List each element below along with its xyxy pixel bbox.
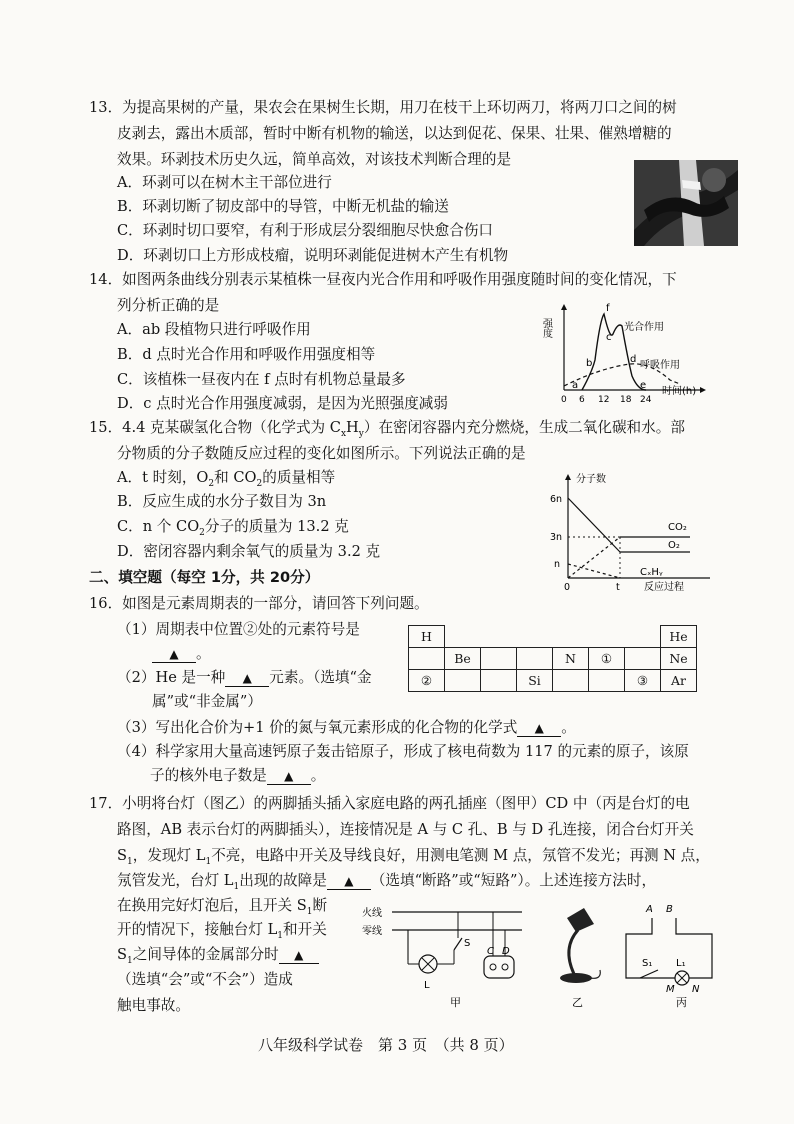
- q17-line3: [117, 846, 710, 872]
- q13-option-c: C．环剥时切口要窄，有利于形成层分裂细胞尽快愈合伤口: [117, 222, 494, 239]
- co2-line: [568, 537, 620, 578]
- q17-line7: [117, 945, 319, 971]
- socket-d-label: D: [502, 946, 510, 957]
- table-cell: ②: [409, 670, 445, 692]
- q16-part1-blank: [152, 644, 211, 664]
- plug-a-label: A: [646, 904, 653, 915]
- table-row: [409, 670, 697, 692]
- q15-line2: 分物质的分子数随反应过程的变化如图所示。下列说法正确的是: [117, 445, 526, 462]
- x-axis-label: 时间(h): [662, 386, 697, 397]
- q15-optc-a: C．n 个 CO: [117, 518, 200, 535]
- q15-option-a: [117, 468, 335, 494]
- tick-6: 6: [579, 395, 585, 405]
- tick-24: 24: [640, 395, 652, 405]
- q17-line3-a: S: [117, 847, 127, 864]
- q16-part3-a: （3）写出化合价为+1 价的氮与氧元素形成的化合物的化学式: [117, 719, 518, 736]
- cxhy-line: [568, 564, 620, 578]
- t-label: t: [616, 582, 620, 593]
- q17-line5-s: 1: [306, 906, 313, 917]
- table-cell: Si: [517, 670, 553, 692]
- periodic-table: [408, 625, 697, 692]
- tick-n: n: [554, 559, 561, 570]
- circuit-figures: [362, 898, 762, 1018]
- answer-blank-icon[interactable]: ▲: [169, 647, 179, 661]
- q16-part3-b: 。: [561, 719, 576, 736]
- q15-opta-s1: 2: [208, 478, 215, 489]
- table-cell: [625, 648, 661, 670]
- q14-option-d: D．c 点时光合作用强度减弱，是因为光照强度减弱: [117, 395, 448, 412]
- q15-opta-c: 的质量相等: [262, 469, 336, 486]
- q15-sub-x: x: [340, 428, 347, 439]
- table-cell: [517, 648, 553, 670]
- point-f: f: [606, 303, 610, 314]
- q16-part4-c: 。: [310, 767, 326, 784]
- point-a: a: [572, 380, 579, 391]
- q13-option-a: A．环剥可以在树木主干部位进行: [117, 174, 332, 191]
- q13-line3: 效果。环剥技术历史久远，简单高效，对该技术判断合理的是: [117, 151, 512, 168]
- tick-18: 18: [620, 395, 632, 405]
- q16-part3: [117, 718, 576, 738]
- table-cell: Be: [445, 648, 481, 670]
- q17-line8: （选填“会”或“不会”）造成: [117, 971, 293, 988]
- figure-bing-label: 丙: [676, 996, 687, 1009]
- tick-0: 0: [561, 395, 567, 405]
- q17-line2: 路图，AB 表示台灯的两脚插头），连接情况是 A 与 C 孔、B 与 D 孔连接，闭合台灯开关: [117, 821, 694, 838]
- q13-line1: 13．为提高果树的产量，果农会在果树生长期，用刀在枝干上环切两刀，将两刀口之间的树: [89, 99, 677, 116]
- q16-part4-b: 子的核外电子数是: [150, 767, 267, 784]
- q15-option-d: D．密闭容器内剩余氧气的质量为 3.2 克: [117, 543, 381, 560]
- q17-line5-a: 在换用完好灯泡后，且开关 S: [117, 897, 307, 914]
- figure-jia-label: 甲: [450, 996, 461, 1009]
- q16-part1-end: 。: [196, 645, 211, 662]
- q15-sub-y: y: [358, 428, 364, 439]
- socket-icon: [484, 956, 514, 978]
- switch-label: S: [464, 938, 471, 949]
- point-e: e: [640, 380, 647, 391]
- tree-girdling-photo: [634, 160, 738, 246]
- q15-line1-a: 15．4.4 克某碳氢化合物（化学式为 C: [89, 419, 341, 436]
- q16-part4-line2: [150, 766, 325, 786]
- q17-line3-s2: 1: [205, 856, 212, 867]
- q15-optc-s: 2: [199, 527, 205, 538]
- tick-12: 12: [598, 395, 610, 405]
- molecule-count-chart: [540, 466, 716, 598]
- table-cell: [481, 626, 517, 648]
- q15-opta-s2: 2: [256, 478, 263, 489]
- q15-line1: [89, 418, 685, 444]
- table-cell: Ne: [661, 648, 697, 670]
- answer-blank-icon[interactable]: ▲: [294, 948, 304, 962]
- q14-option-c: C．该植株一昼夜内在 f 点时有机物总量最多: [117, 371, 406, 388]
- switch-s1-icon: [640, 970, 658, 978]
- q16-part2-a: （2）He 是一种: [117, 669, 226, 686]
- point-d: d: [630, 354, 637, 365]
- answer-blank-icon[interactable]: ▲: [534, 721, 544, 735]
- q17-line6-a: 开的情况下，接触台灯 L: [117, 921, 278, 938]
- table-cell: [481, 670, 517, 692]
- answer-blank-icon[interactable]: ▲: [284, 769, 294, 783]
- q16-part1: （1）周期表中位置②处的元素符号是: [117, 621, 360, 638]
- table-cell: [589, 626, 625, 648]
- table-cell: [445, 626, 481, 648]
- q13-option-b: B．环剥切断了韧皮部中的导管，中断无机盐的输送: [117, 198, 449, 215]
- q13-line2: 皮剥去，露出木质部，暂时中断有机物的输送，以达到促花、保果、壮果、催熟增糖的: [117, 125, 672, 142]
- switch-icon: [454, 938, 462, 950]
- figure-yi-label: 乙: [572, 996, 583, 1009]
- q15-option-b: B．反应生成的水分子数目为 3n: [117, 493, 327, 510]
- y-axis-label: 分子数: [576, 474, 606, 485]
- q15-opta-a: A．t 时刻，O: [117, 469, 209, 486]
- bulb-l1-label: L₁: [676, 958, 686, 969]
- lamp-label: L: [424, 980, 430, 991]
- q15-optc-b: 分子的质量为 13.2 克: [204, 518, 349, 535]
- section-title: 二、填空题（每空 1分，共 20分）: [89, 569, 320, 586]
- origin-label: 0: [564, 582, 571, 593]
- q17-line4-a: 氖管发光，台灯 L: [117, 872, 234, 889]
- table-cell: [553, 670, 589, 692]
- table-cell: Ar: [661, 670, 697, 692]
- point-m-label: M: [666, 984, 675, 995]
- lamp-circuit: [626, 918, 712, 978]
- q16-part2: [117, 668, 372, 688]
- q17-line4-b: 出现的故障是: [239, 872, 327, 889]
- table-cell: N: [553, 648, 589, 670]
- q13-option-d: D．环剥切口上方形成枝瘤，说明环剥能促进树木产生有机物: [117, 247, 509, 264]
- tick-6n: 6n: [550, 494, 563, 505]
- table-cell: H: [409, 626, 445, 648]
- table-row: [409, 626, 697, 648]
- q17-line6-s: 1: [277, 930, 284, 941]
- table-cell: ①: [589, 648, 625, 670]
- q17-line3-c: 不亮，电路中开关及导线良好，用测电笔测 M 点，氖管不发光；再测 N 点，: [211, 847, 710, 864]
- live-wire-label: 火线: [362, 908, 382, 919]
- q16-part2-line2: 属”或“非金属”）: [152, 693, 262, 710]
- cxhy-label: CₓHᵧ: [640, 567, 663, 578]
- q14-option-a: A．ab 段植物只进行呼吸作用: [117, 321, 311, 338]
- neutral-wire-label: 零线: [362, 926, 382, 937]
- photosynthesis-label: 光合作用: [624, 322, 664, 333]
- q17-line3-b: ，发现灯 L: [132, 847, 206, 864]
- q17-line5-b: 断: [312, 897, 328, 914]
- q15-line1-b: H: [346, 419, 359, 436]
- table-cell: [517, 626, 553, 648]
- q16-line1: 16．如图是元素周期表的一部分，请回答下列问题。: [89, 595, 429, 612]
- y-axis-label: 强度: [540, 318, 552, 338]
- q17-line6-b: 和开关: [283, 921, 327, 938]
- answer-blank-icon[interactable]: ▲: [344, 874, 354, 888]
- q17-line7-b: 之间导体的金属部分时: [132, 946, 279, 963]
- q15-opta-b: 和 CO: [214, 469, 257, 486]
- q16-part4: （4）科学家用大量高速钙原子轰击锫原子，形成了核电荷数为 117 的元素的原子，该原: [117, 743, 689, 760]
- q17-line4-s: 1: [233, 881, 240, 892]
- desk-lamp-icon: [560, 908, 600, 983]
- q14-option-b: B．d 点时光合作用和呼吸作用强度相等: [117, 346, 376, 363]
- table-cell: [409, 648, 445, 670]
- switch-s1-label: S₁: [642, 958, 653, 969]
- point-n-label: N: [692, 984, 700, 995]
- table-cell: [481, 648, 517, 670]
- q17-line9: 触电事故。: [117, 997, 190, 1014]
- q17-line7-s: 1: [127, 955, 133, 966]
- table-cell: [625, 626, 661, 648]
- table-cell: He: [661, 626, 697, 648]
- table-cell: ③: [625, 670, 661, 692]
- q17-line5: [117, 896, 327, 922]
- table-row: [409, 648, 697, 670]
- respiration-label: 呼吸作用: [640, 360, 680, 371]
- tick-3n: 3n: [550, 532, 563, 543]
- plug-b-label: B: [666, 904, 673, 915]
- q16-part2-b: 元素。（选填“金: [269, 669, 372, 686]
- q17-line4-c: （选填“断路”或“短路”）。上述连接方法时，: [370, 872, 657, 889]
- q17-line1: 17．小明将台灯（图乙）的两脚插头插入家庭电路的两孔插座（图甲）CD 中（丙是台灯的电: [89, 795, 690, 812]
- point-b: b: [586, 358, 593, 369]
- co2-label: CO₂: [668, 522, 687, 533]
- x-axis-label: 反应过程: [644, 582, 684, 593]
- q15-option-c: [117, 517, 349, 543]
- socket-c-label: C: [487, 946, 494, 957]
- o2-label: O₂: [668, 540, 680, 551]
- photosynthesis-chart: [540, 300, 710, 412]
- table-cell: [589, 670, 625, 692]
- q17-line4: [117, 871, 656, 897]
- q17-line7-a: S: [117, 946, 127, 963]
- q17-line6: [117, 920, 327, 946]
- page-footer: 八年级科学试卷 第 3 页 （共 8 页）: [258, 1036, 514, 1054]
- table-cell: [553, 626, 589, 648]
- table-cell: [445, 670, 481, 692]
- answer-blank-icon[interactable]: ▲: [242, 671, 252, 685]
- q14-line2: 列分析正确的是: [117, 297, 220, 314]
- q15-line1-c: ）在密闭容器内充分燃烧，生成二氧化碳和水。部: [363, 419, 685, 436]
- q17-line3-s1: 1: [127, 856, 133, 867]
- point-c: c: [606, 332, 612, 343]
- q14-line1: 14．如图两条曲线分别表示某植株一昼夜内光合作用和呼吸作用强度随时间的变化情况，下: [89, 271, 677, 288]
